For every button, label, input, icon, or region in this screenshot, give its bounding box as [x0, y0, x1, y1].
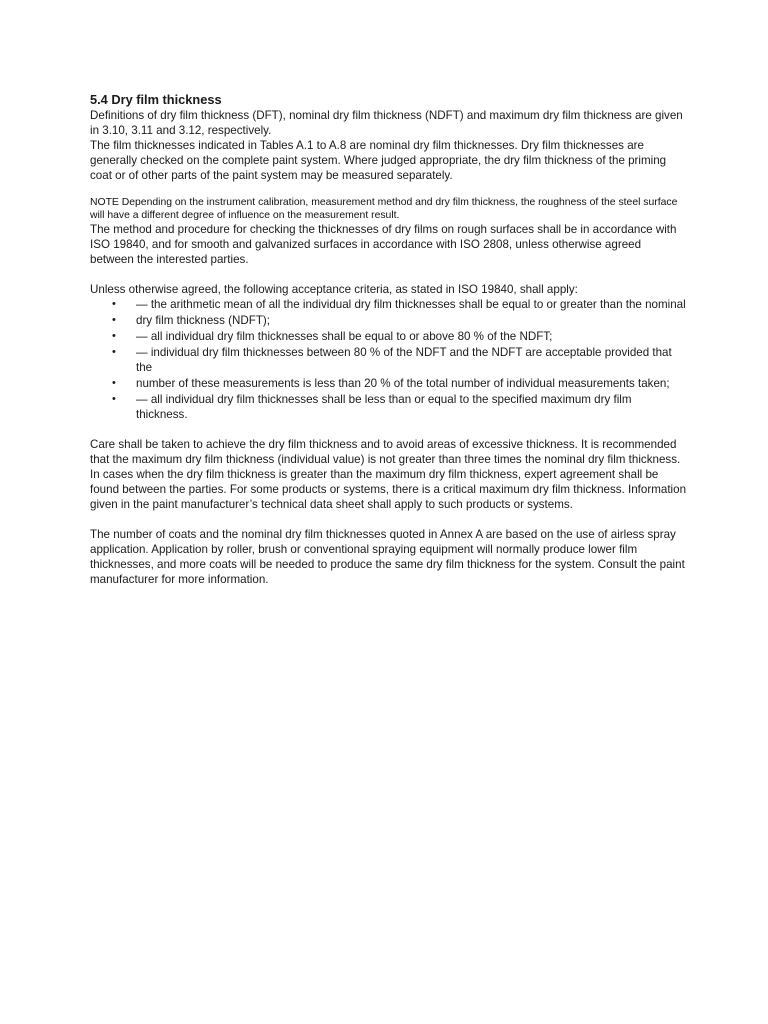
- list-item: • — the arithmetic mean of all the individual dry film thicknesses shall be equal to or greater than the nominal: [112, 298, 686, 311]
- paragraph-excessive-thickness: Care shall be taken to achieve the dry film thickness and to avoid areas of excessive thickness. It is recommended that the maximum dry film thickness (individual value) is not greater than three times the nominal dry film thickness. In cases when the dry film thickness is greater than the maximum dry film thickness, expert agreement shall be found between the parties. For some products or systems, there is a critical maximum dry film thickness. Information given in the paint manufacturer’s technical data sheet shall apply to such products or systems.: [90, 438, 687, 511]
- list-item: • — individual dry film thicknesses between 80 % of the NDFT and the NDFT are acceptable provided that the: [112, 346, 672, 374]
- paragraph-nominal-thickness: The film thicknesses indicated in Tables A.1 to A.8 are nominal dry film thicknesses. Dry film thicknesses are generally checked on the complete paint system. Where judged appropriate, the dry film thickness of the priming coat or of other parts of the paint system may be measured separately.: [90, 139, 667, 182]
- bullet-icon: •: [112, 377, 116, 389]
- bullet-icon: •: [112, 393, 116, 405]
- bullet-icon: •: [112, 346, 116, 358]
- note-text: NOTE Depending on the instrument calibration, measurement method and dry film thickness, the roughness of the steel surface will have a different degree of influence on the measurement result.: [90, 197, 678, 221]
- list-item: • dry film thickness (NDFT);: [112, 314, 270, 327]
- paragraph-method: The method and procedure for checking the thicknesses of dry films on rough surfaces shall be in accordance with ISO 19840, and for smooth and galvanized surfaces in accordance with ISO 2808, unless otherwise agreed between the interested parties.: [90, 223, 677, 266]
- bullet-icon: •: [112, 314, 116, 326]
- section-heading: 5.4 Dry film thickness: [90, 92, 222, 107]
- acceptance-criteria-list: [90, 297, 686, 422]
- paragraph-definitions: Definitions of dry film thickness (DFT), nominal dry film thickness (NDFT) and maximum dry film thickness are given in 3.10, 3.11 and 3.12, respectively.: [90, 109, 683, 137]
- list-item: • — all individual dry film thicknesses shall be less than or equal to the specified maximum dry film thickness.: [112, 393, 632, 421]
- paragraph-coats: The number of coats and the nominal dry film thicknesses quoted in Annex A are based on the use of airless spray application. Application by roller, brush or conventional spraying equipment will normally produce lower film thicknesses, and more coats will be needed to produce the same dry film thickness for the system. Consult the paint manufacturer for more information.: [90, 528, 685, 586]
- list-item: • — all individual dry film thicknesses shall be equal to or above 80 % of the NDFT;: [112, 330, 553, 343]
- list-item: • number of these measurements is less than 20 % of the total number of individual measurements taken;: [112, 377, 670, 390]
- bullet-icon: •: [112, 298, 116, 310]
- bullet-icon: •: [112, 330, 116, 342]
- document-page: [90, 92, 686, 587]
- paragraph-acceptance-intro: Unless otherwise agreed, the following acceptance criteria, as stated in ISO 19840, shall apply:: [90, 283, 578, 296]
